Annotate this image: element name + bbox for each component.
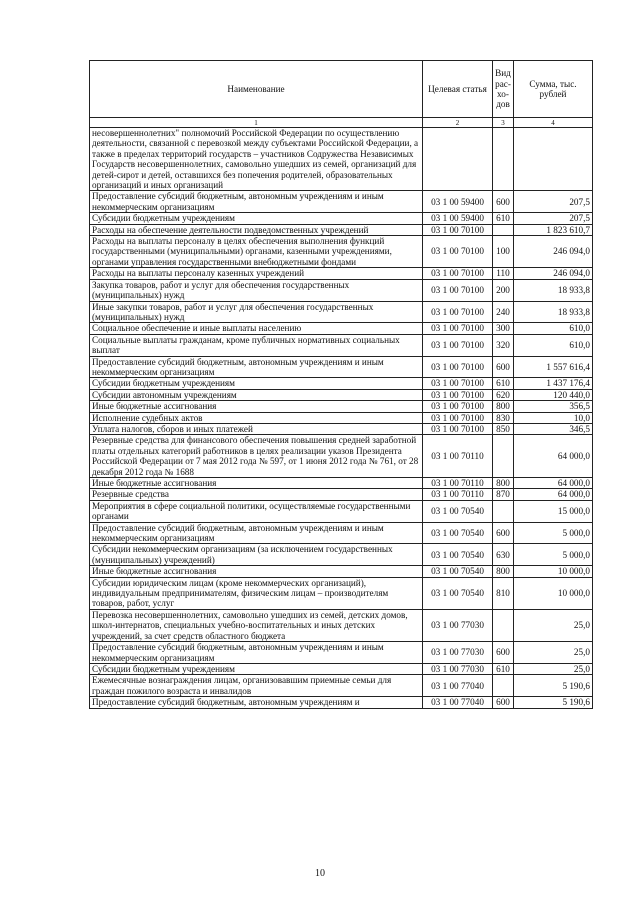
row-amount: 1 823 610,7 bbox=[514, 224, 593, 235]
table-row bbox=[90, 401, 593, 412]
row-expense-type bbox=[493, 435, 514, 478]
row-amount: 610,0 bbox=[514, 323, 593, 334]
row-target-article: 03 1 00 70100 bbox=[423, 412, 493, 423]
table-row bbox=[90, 236, 593, 268]
row-name: Расходы на обеспечение деятельности подведомственных учреждений bbox=[90, 224, 423, 235]
table-row bbox=[90, 389, 593, 400]
row-name: Исполнение судебных актов bbox=[90, 412, 423, 423]
table-row bbox=[90, 279, 593, 301]
row-name: Закупка товаров, работ и услуг для обеспечения государственных (муниципальных) нужд bbox=[90, 279, 423, 301]
row-name: несовершеннолетних" полномочий Российской Федерации по осуществлению деятельности, связанной с перевозкой между субъектами Российской Федерации, а также в пределах территорий государств – участников Содружества Независимых Государств несовершеннолетних, самовольно ушедших из семей, организаций для детей-сирот и детей, оставшихся без попечения родителей, образовательных организаций и иных организаций bbox=[90, 128, 423, 191]
table-row bbox=[90, 577, 593, 609]
row-name: Предоставление субсидий бюджетным, автономным учреждениям и иным некоммерческим организациям bbox=[90, 522, 423, 544]
row-expense-type bbox=[493, 128, 514, 191]
page-number: 10 bbox=[315, 868, 325, 879]
row-expense-type: 800 bbox=[493, 478, 514, 489]
row-expense-type: 800 bbox=[493, 401, 514, 412]
row-amount: 246 094,0 bbox=[514, 268, 593, 279]
table-row bbox=[90, 642, 593, 664]
row-expense-type: 600 bbox=[493, 191, 514, 213]
table-row bbox=[90, 412, 593, 423]
row-amount: 5 000,0 bbox=[514, 544, 593, 566]
table-row bbox=[90, 323, 593, 334]
row-name: Уплата налогов, сборов и иных платежей bbox=[90, 423, 423, 434]
row-expense-type: 610 bbox=[493, 378, 514, 389]
row-name: Субсидии автономным учреждениям bbox=[90, 389, 423, 400]
row-amount: 10 000,0 bbox=[514, 577, 593, 609]
row-target-article: 03 1 00 70100 bbox=[423, 389, 493, 400]
table-body bbox=[90, 128, 593, 709]
row-amount: 356,5 bbox=[514, 401, 593, 412]
row-amount: 207,5 bbox=[514, 213, 593, 224]
row-expense-type: 110 bbox=[493, 268, 514, 279]
header-row bbox=[90, 61, 593, 118]
row-name: Предоставление субсидий бюджетным, автономным учреждениям и иным некоммерческим организациям bbox=[90, 191, 423, 213]
table-row bbox=[90, 663, 593, 674]
row-target-article: 03 1 00 70110 bbox=[423, 489, 493, 500]
row-target-article: 03 1 00 70100 bbox=[423, 356, 493, 378]
row-name: Иные бюджетные ассигнования bbox=[90, 566, 423, 577]
header-expense-type: Вид рас-хо-дов bbox=[493, 61, 514, 118]
table-row bbox=[90, 268, 593, 279]
row-expense-type: 300 bbox=[493, 323, 514, 334]
row-target-article: 03 1 00 77030 bbox=[423, 642, 493, 664]
table-row bbox=[90, 609, 593, 641]
row-name: Расходы на выплаты персоналу в целях обеспечения выполнения функций государственными (муниципальными) органами, казенными учреждениями, органами управления государственными внебюджетными фондами bbox=[90, 236, 423, 268]
row-expense-type: 830 bbox=[493, 412, 514, 423]
row-amount: 1 437 176,4 bbox=[514, 378, 593, 389]
row-name: Резервные средства bbox=[90, 489, 423, 500]
row-name: Перевозка несовершеннолетних, самовольно ушедших из семей, детских домов, школ-интернатов, специальных учебно-воспитательных и иных детских учреждений, за счет средств областного бюджета bbox=[90, 609, 423, 641]
row-target-article: 03 1 00 77030 bbox=[423, 609, 493, 641]
row-target-article: 03 1 00 70100 bbox=[423, 301, 493, 323]
table-row bbox=[90, 500, 593, 522]
row-expense-type bbox=[493, 675, 514, 697]
row-expense-type: 850 bbox=[493, 423, 514, 434]
row-target-article bbox=[423, 128, 493, 191]
column-number: 1 bbox=[90, 118, 423, 128]
row-name: Ежемесячные вознаграждения лицам, организовавшим приемные семьи для граждан пожилого возраста и инвалидов bbox=[90, 675, 423, 697]
budget-table-container bbox=[89, 60, 592, 709]
row-amount: 246 094,0 bbox=[514, 236, 593, 268]
row-amount: 64 000,0 bbox=[514, 489, 593, 500]
row-amount: 10,0 bbox=[514, 412, 593, 423]
row-target-article: 03 1 00 70100 bbox=[423, 279, 493, 301]
table-row bbox=[90, 697, 593, 708]
table-row bbox=[90, 334, 593, 356]
row-target-article: 03 1 00 70100 bbox=[423, 334, 493, 356]
row-expense-type: 620 bbox=[493, 389, 514, 400]
row-amount: 15 000,0 bbox=[514, 500, 593, 522]
row-name: Субсидии юридическим лицам (кроме некоммерческих организаций), индивидуальным предпринимателям, физическим лицам – производителям товаров, работ, услуг bbox=[90, 577, 423, 609]
column-number: 2 bbox=[423, 118, 493, 128]
row-name: Мероприятия в сфере социальной политики, осуществляемые государственными органами bbox=[90, 500, 423, 522]
table-row bbox=[90, 566, 593, 577]
row-name: Предоставление субсидий бюджетным, автономным учреждениям и bbox=[90, 697, 423, 708]
row-amount: 346,5 bbox=[514, 423, 593, 434]
row-expense-type: 320 bbox=[493, 334, 514, 356]
row-name: Резервные средства для финансового обеспечения повышения средней заработной платы отдельных категорий работников в целях реализации указов Президента Российской Федерации от 7 мая 2012 года № 597, от 1 июня 2012 года № 761, от 28 декабря 2012 года № 1688 bbox=[90, 435, 423, 478]
row-amount: 25,0 bbox=[514, 663, 593, 674]
row-name: Субсидии бюджетным учреждениям bbox=[90, 213, 423, 224]
row-expense-type: 600 bbox=[493, 697, 514, 708]
row-target-article: 03 1 00 77030 bbox=[423, 663, 493, 674]
column-number-row bbox=[90, 118, 593, 128]
row-name: Субсидии некоммерческим организациям (за исключением государственных (муниципальных) учреждений) bbox=[90, 544, 423, 566]
header-target-article: Целевая статья bbox=[423, 61, 493, 118]
table-row bbox=[90, 478, 593, 489]
row-amount: 207,5 bbox=[514, 191, 593, 213]
column-number: 3 bbox=[493, 118, 514, 128]
table-row bbox=[90, 128, 593, 191]
row-expense-type: 600 bbox=[493, 522, 514, 544]
row-name: Расходы на выплаты персоналу казенных учреждений bbox=[90, 268, 423, 279]
table-row bbox=[90, 544, 593, 566]
row-amount: 5 190,6 bbox=[514, 675, 593, 697]
budget-table bbox=[89, 60, 593, 709]
row-amount: 64 000,0 bbox=[514, 478, 593, 489]
row-expense-type bbox=[493, 224, 514, 235]
row-expense-type: 240 bbox=[493, 301, 514, 323]
row-name: Иные закупки товаров, работ и услуг для обеспечения государственных (муниципальных) нужд bbox=[90, 301, 423, 323]
row-target-article: 03 1 00 70540 bbox=[423, 577, 493, 609]
row-target-article: 03 1 00 70100 bbox=[423, 224, 493, 235]
row-target-article: 03 1 00 70540 bbox=[423, 500, 493, 522]
row-name: Иные бюджетные ассигнования bbox=[90, 401, 423, 412]
row-amount: 610,0 bbox=[514, 334, 593, 356]
column-number: 4 bbox=[514, 118, 593, 128]
row-expense-type: 870 bbox=[493, 489, 514, 500]
row-amount: 10 000,0 bbox=[514, 566, 593, 577]
table-row bbox=[90, 356, 593, 378]
row-expense-type bbox=[493, 500, 514, 522]
row-target-article: 03 1 00 70100 bbox=[423, 236, 493, 268]
row-name: Социальные выплаты гражданам, кроме публичных нормативных социальных выплат bbox=[90, 334, 423, 356]
row-target-article: 03 1 00 59400 bbox=[423, 213, 493, 224]
row-expense-type: 630 bbox=[493, 544, 514, 566]
table-row bbox=[90, 435, 593, 478]
row-amount: 5 190,6 bbox=[514, 697, 593, 708]
row-name: Субсидии бюджетным учреждениям bbox=[90, 378, 423, 389]
header-amount: Сумма, тыс. рублей bbox=[514, 61, 593, 118]
table-row bbox=[90, 213, 593, 224]
row-target-article: 03 1 00 70110 bbox=[423, 478, 493, 489]
row-target-article: 03 1 00 70540 bbox=[423, 522, 493, 544]
row-expense-type bbox=[493, 609, 514, 641]
row-name: Социальное обеспечение и иные выплаты населению bbox=[90, 323, 423, 334]
table-row bbox=[90, 489, 593, 500]
row-amount bbox=[514, 128, 593, 191]
row-target-article: 03 1 00 70100 bbox=[423, 401, 493, 412]
table-row bbox=[90, 378, 593, 389]
row-target-article: 03 1 00 77040 bbox=[423, 697, 493, 708]
row-expense-type: 810 bbox=[493, 577, 514, 609]
row-amount: 18 933,8 bbox=[514, 279, 593, 301]
row-name: Иные бюджетные ассигнования bbox=[90, 478, 423, 489]
row-expense-type: 100 bbox=[493, 236, 514, 268]
row-target-article: 03 1 00 59400 bbox=[423, 191, 493, 213]
row-amount: 25,0 bbox=[514, 642, 593, 664]
row-target-article: 03 1 00 70100 bbox=[423, 423, 493, 434]
row-expense-type: 600 bbox=[493, 642, 514, 664]
row-amount: 120 440,0 bbox=[514, 389, 593, 400]
row-amount: 64 000,0 bbox=[514, 435, 593, 478]
row-target-article: 03 1 00 70100 bbox=[423, 378, 493, 389]
row-expense-type: 610 bbox=[493, 663, 514, 674]
row-amount: 25,0 bbox=[514, 609, 593, 641]
row-target-article: 03 1 00 70540 bbox=[423, 544, 493, 566]
row-amount: 1 557 616,4 bbox=[514, 356, 593, 378]
row-name: Предоставление субсидий бюджетным, автономным учреждениям и иным некоммерческим организациям bbox=[90, 642, 423, 664]
row-expense-type: 200 bbox=[493, 279, 514, 301]
table-row bbox=[90, 191, 593, 213]
table-row bbox=[90, 675, 593, 697]
row-expense-type: 800 bbox=[493, 566, 514, 577]
table-row bbox=[90, 423, 593, 434]
row-target-article: 03 1 00 70100 bbox=[423, 323, 493, 334]
table-row bbox=[90, 522, 593, 544]
row-amount: 18 933,8 bbox=[514, 301, 593, 323]
row-target-article: 03 1 00 70100 bbox=[423, 268, 493, 279]
row-target-article: 03 1 00 70540 bbox=[423, 566, 493, 577]
header-name: Наименование bbox=[90, 61, 423, 118]
row-name: Предоставление субсидий бюджетным, автономным учреждениям и иным некоммерческим организациям bbox=[90, 356, 423, 378]
row-expense-type: 600 bbox=[493, 356, 514, 378]
row-target-article: 03 1 00 70110 bbox=[423, 435, 493, 478]
row-amount: 5 000,0 bbox=[514, 522, 593, 544]
row-name: Субсидии бюджетным учреждениям bbox=[90, 663, 423, 674]
table-row bbox=[90, 301, 593, 323]
row-target-article: 03 1 00 77040 bbox=[423, 675, 493, 697]
row-expense-type: 610 bbox=[493, 213, 514, 224]
table-row bbox=[90, 224, 593, 235]
